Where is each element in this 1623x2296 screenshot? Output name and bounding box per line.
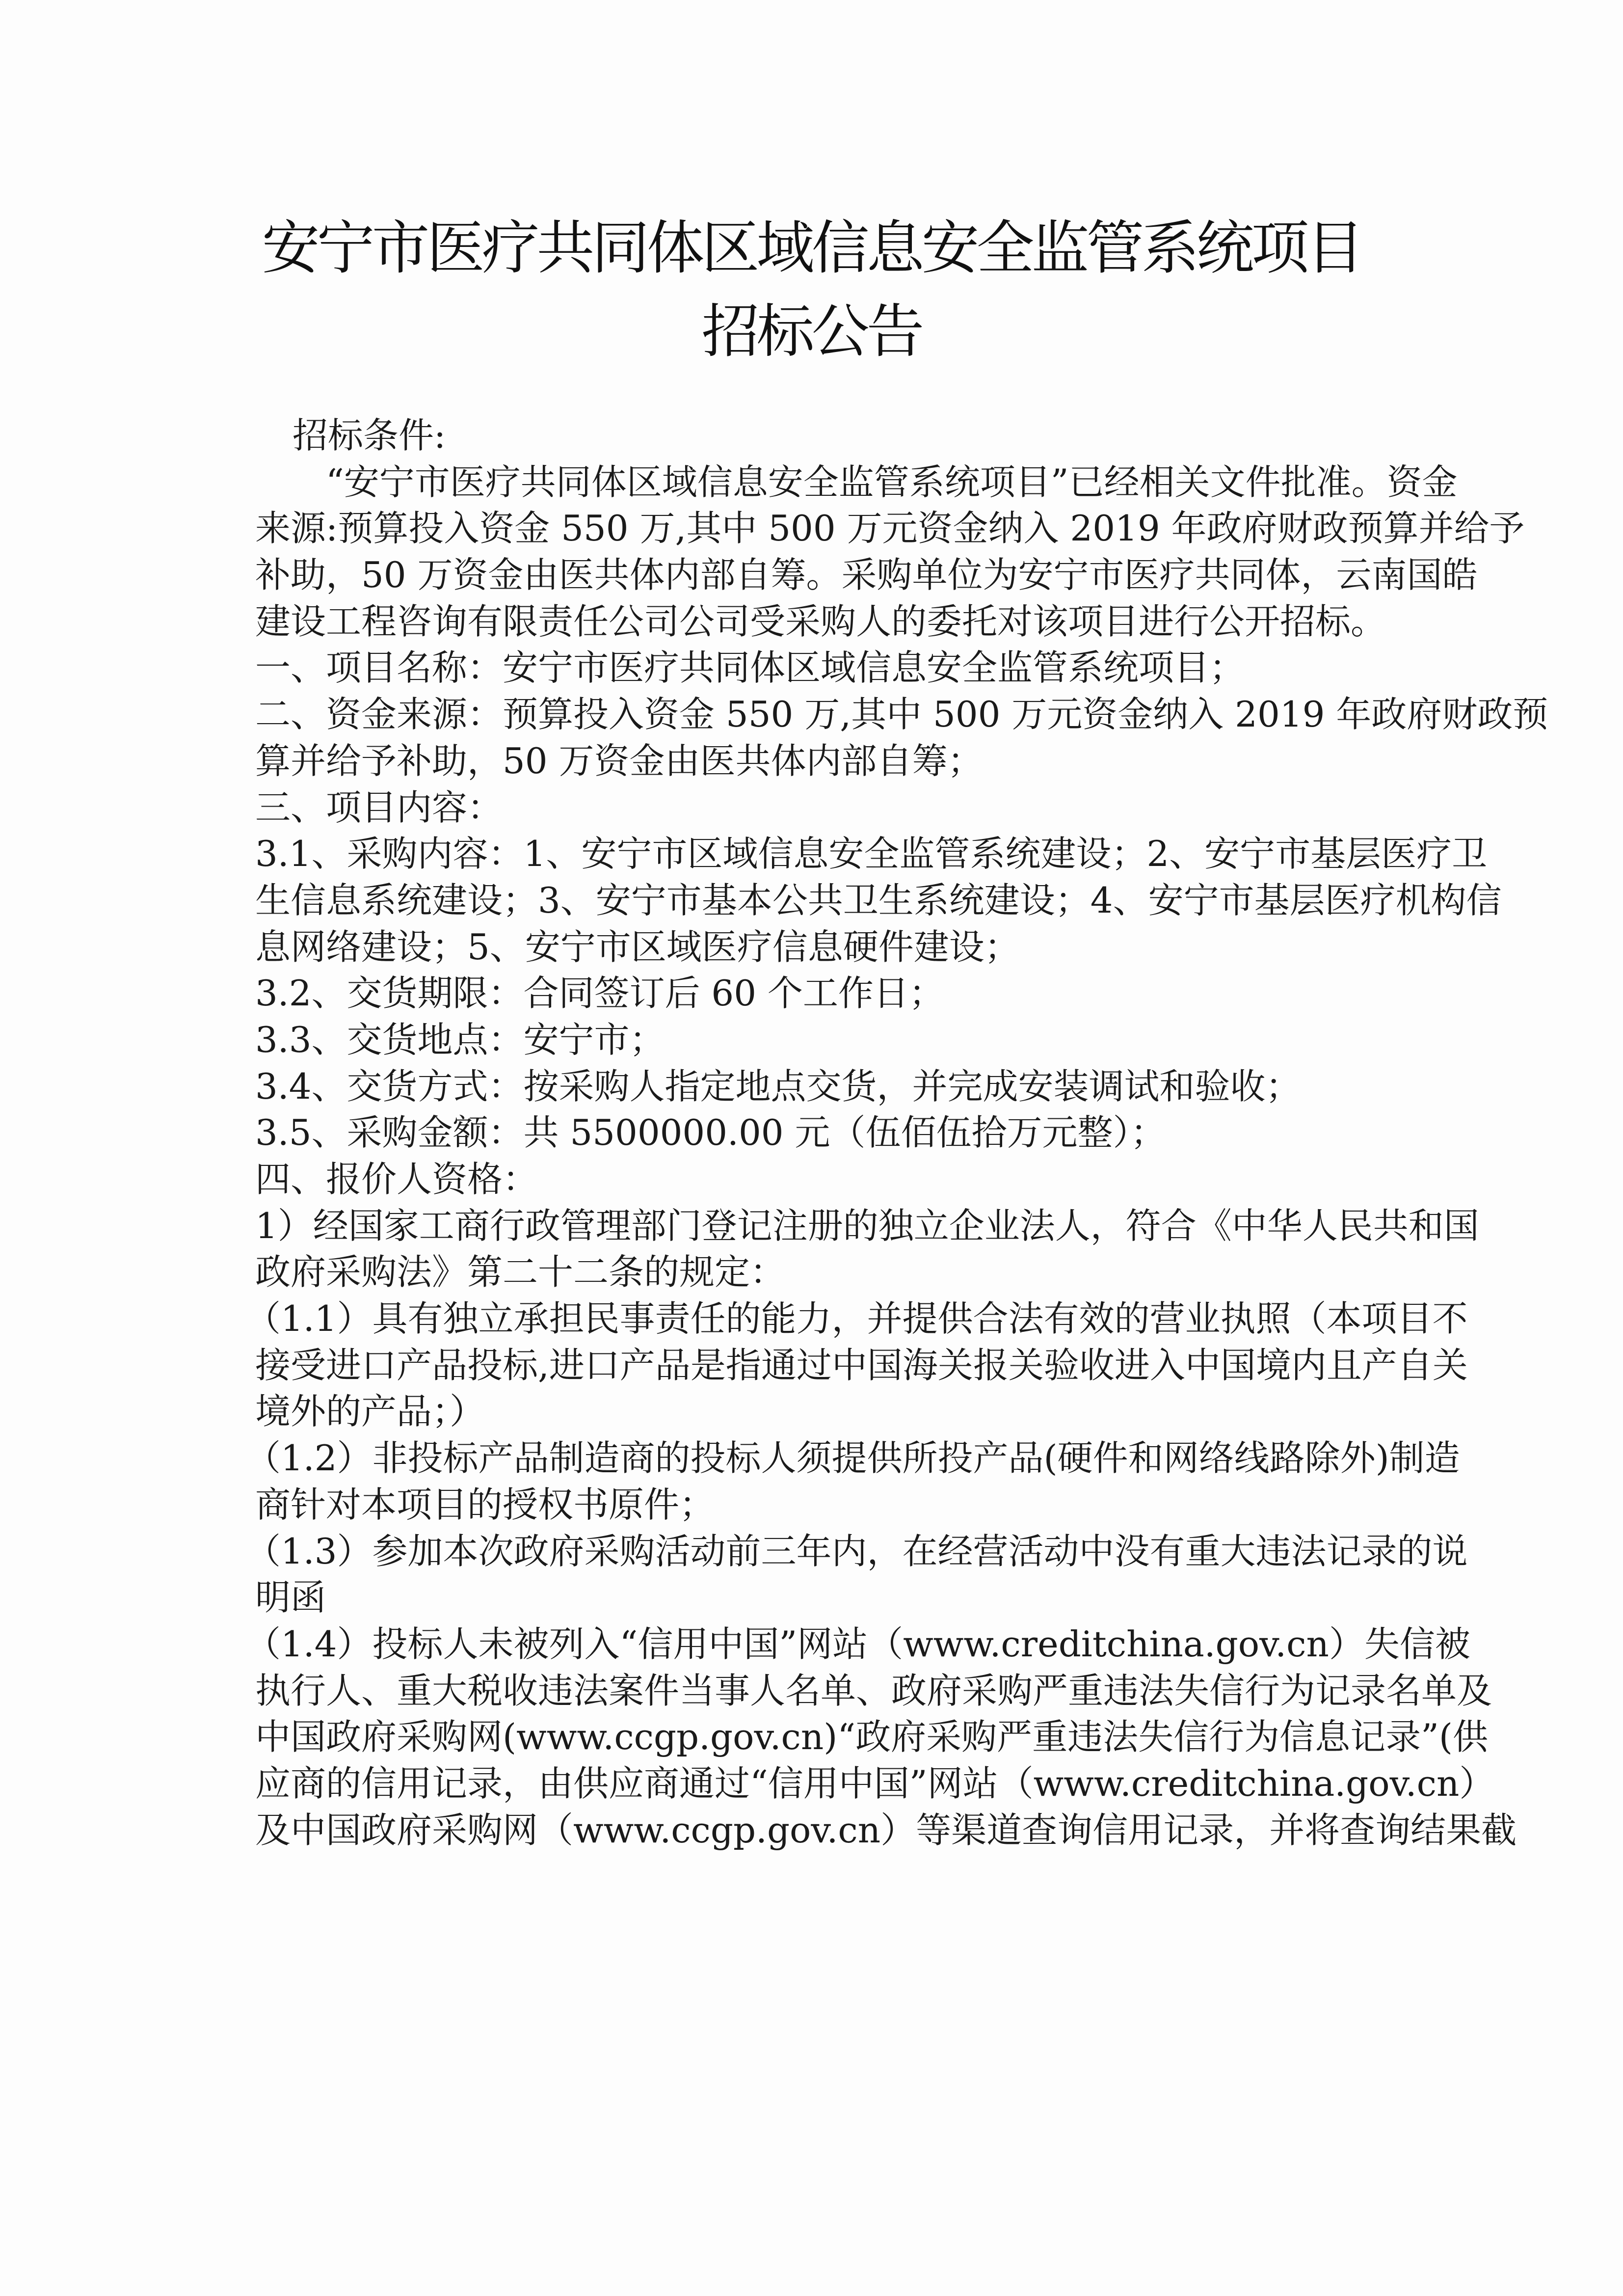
section-heading: 招标条件: xyxy=(293,415,446,456)
document-body xyxy=(245,412,1548,1853)
document-title-line-1: 安宁市医疗共同体区域信息安全监管系统项目 xyxy=(262,214,1361,282)
paragraph-line: 接受进口产品投标,进口产品是指通过中国海关报关验收进入中国境内且产自关 xyxy=(255,1344,1468,1386)
paragraph-line: 二、资金来源：预算投入资金 550 万,其中 500 万元资金纳入 2019 年政府财政预 xyxy=(255,694,1548,735)
paragraph-line: （1.1）具有独立承担民事责任的能力，并提供合法有效的营业执照（本项目不 xyxy=(245,1298,1468,1340)
paragraph-line: 明函 xyxy=(255,1577,326,1619)
paragraph-line: 及中国政府采购网（www.ccgp.gov.cn）等渠道查询信用记录，并将查询结果截 xyxy=(255,1809,1517,1851)
paragraph-line: 1）经国家工商行政管理部门登记注册的独立企业法人，符合《中华人民共和国 xyxy=(255,1205,1479,1246)
paragraph-line: 3.2、交货期限：合同签订后 60 个工作日； xyxy=(255,972,944,1014)
section-heading: 一、项目名称：安宁市医疗共同体区域信息安全监管系统项目； xyxy=(255,647,1245,689)
paragraph-line: “安宁市医疗共同体区域信息安全监管系统项目”已经相关文件批准。资金 xyxy=(326,461,1458,503)
paragraph-line: 3.5、采购金额：共 5500000.00 元（伍佰伍拾万元整）； xyxy=(255,1112,1166,1154)
paragraph-line: 算并给予补助，50 万资金由医共体内部自筹； xyxy=(255,740,983,782)
paragraph-line: 建设工程咨询有限责任公司公司受采购人的委托对该项目进行公开招标。 xyxy=(255,600,1386,642)
paragraph-line: 商针对本项目的授权书原件； xyxy=(255,1484,715,1525)
paragraph-line: （1.2）非投标产品制造商的投标人须提供所投产品(硬件和网络线路除外)制造 xyxy=(245,1437,1460,1479)
paragraph-line: 执行人、重大税收违法案件当事人名单、政府采购严重违法失信行为记录名单及 xyxy=(255,1670,1492,1711)
document-title-line-2: 招标公告 xyxy=(701,297,922,365)
paragraph-line: 补助，50 万资金由医共体内部自筹。采购单位为安宁市医疗共同体，云南国皓 xyxy=(255,554,1478,596)
paragraph-line: （1.4）投标人未被列入“信用中国”网站（www.creditchina.gov.cn）失信被 xyxy=(245,1623,1470,1665)
paragraph-line: 3.4、交货方式：按采购人指定地点交货，并完成安装调试和验收； xyxy=(255,1065,1301,1107)
paragraph-line: 中国政府采购网(www.ccgp.gov.cn)“政府采购严重违法失信行为信息记录”(供 xyxy=(255,1716,1488,1758)
paragraph-line: 来源:预算投入资金 550 万,其中 500 万元资金纳入 2019 年政府财政预算并给予 xyxy=(255,508,1525,549)
paragraph-line: 息网络建设；5、安宁市区域医疗信息硬件建设； xyxy=(255,926,1020,968)
paragraph-line: （1.3）参加本次政府采购活动前三年内，在经营活动中没有重大违法记录的说 xyxy=(245,1530,1468,1572)
paragraph-line: 应商的信用记录，由供应商通过“信用中国”网站（www.creditchina.gov.cn） xyxy=(255,1762,1495,1804)
paragraph-line: 境外的产品；） xyxy=(255,1391,485,1432)
paragraph-line: 3.3、交货地点：安宁市； xyxy=(255,1019,665,1060)
paragraph-line: 生信息系统建设；3、安宁市基本公共卫生系统建设；4、安宁市基层医疗机构信 xyxy=(255,879,1502,921)
paragraph-line: 3.1、采购内容：1、安宁市区域信息安全监管系统建设；2、安宁市基层医疗卫 xyxy=(255,833,1488,875)
section-heading: 四、报价人资格： xyxy=(255,1159,538,1200)
paragraph-line: 政府采购法》第二十二条的规定： xyxy=(255,1251,786,1293)
section-heading: 三、项目内容： xyxy=(255,786,503,828)
